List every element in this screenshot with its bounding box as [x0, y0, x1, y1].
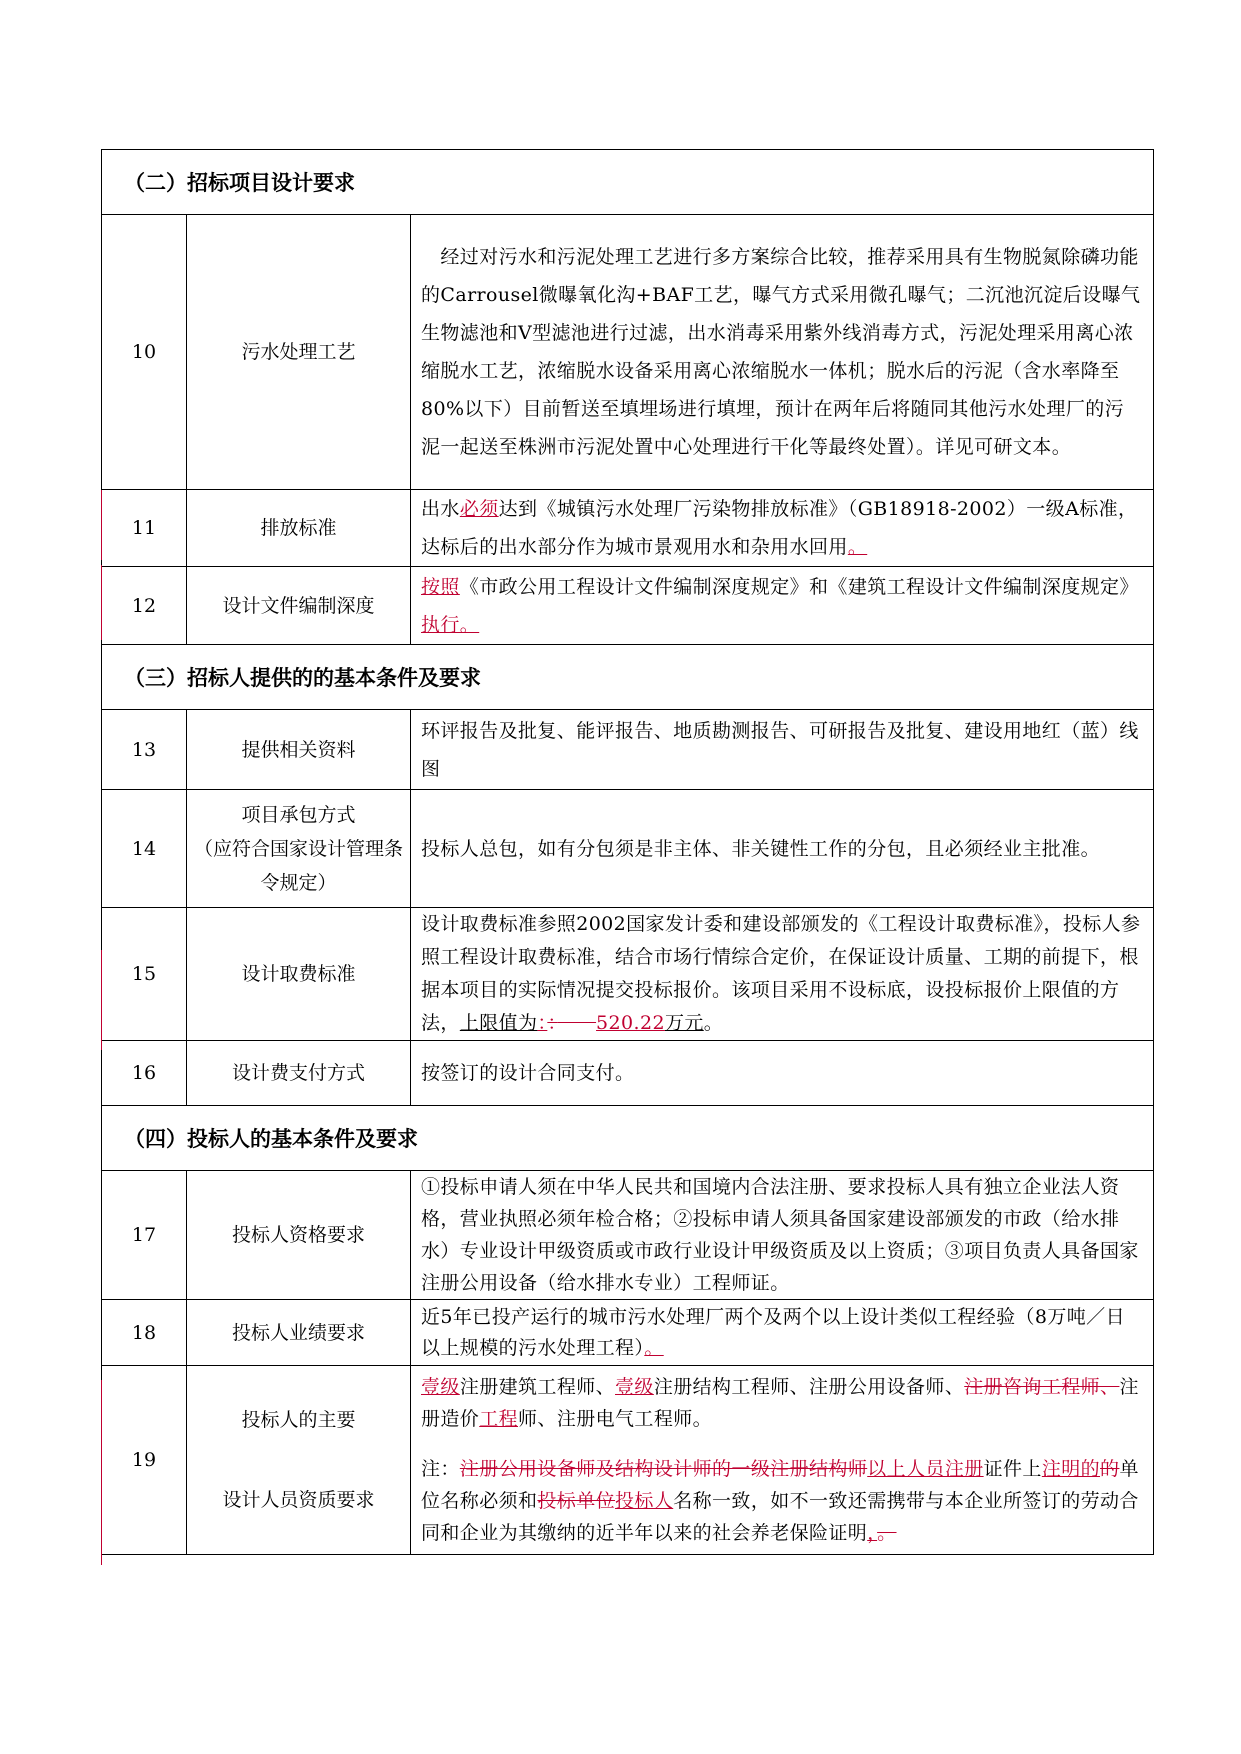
- row-label: 投标人资格要求: [187, 1171, 411, 1300]
- inserted-text: 。: [644, 1336, 664, 1359]
- row-content: ①投标申请人须在中华人民共和国境内合法注册、要求投标人具有独立企业法人资格，营业执照必须年检合格；②投标申请人须具备国家建设部颁发的市政（给水排水）专业设计甲级资质或市政行业设计甲级资质及以上资质；③项目负责人具备国家注册公用设备（给水排水专业）工程师证。: [411, 1171, 1154, 1300]
- section-header-2: [102, 150, 1154, 215]
- text-run: 注册造价: [421, 1376, 1139, 1430]
- row-number: 12: [102, 567, 187, 645]
- text-run: 证件上: [983, 1458, 1042, 1480]
- table-row-17: [102, 1171, 1154, 1300]
- row-number: 13: [102, 710, 187, 790]
- text-run: 达到《城镇污水处理厂污染物排放标准》（GB18918-2002）一级A标准，达标后的出水部分作为城市景观用水和杂用水回用: [421, 498, 1138, 558]
- qualification-note: [421, 1453, 1143, 1549]
- row-content: 投标人总包，如有分包须是非主体、非关键性工作的分包，且必须经业主批准。: [411, 790, 1154, 908]
- inserted-text: 以上人员注册: [867, 1458, 984, 1480]
- row-label: [187, 790, 411, 908]
- deleted-text: [557, 1012, 596, 1034]
- revision-bar: [101, 490, 102, 560]
- text-run: 出水: [421, 498, 460, 520]
- row-label: 污水处理工艺: [187, 215, 411, 490]
- table-row-10: [102, 215, 1154, 490]
- row-number: 17: [102, 1171, 187, 1300]
- inserted-text: 注明的: [1041, 1458, 1101, 1480]
- row-label: 设计费支付方式: [187, 1041, 411, 1106]
- row-label-line: 项目承包方式: [241, 803, 356, 826]
- text-run: 设计取费标准参照2002国家发计委和建设部颁发的《工程设计取费标准》，投标人参照工程设计取费标准，结合市场行情综合定价，在保证设计质量、工期的前提下，根据本项目的实际情况提交投标报价。该项目采用不设标底，设投标报价上限值的方法，: [421, 913, 1141, 1034]
- row-content: [411, 567, 1154, 645]
- section-header-3: [102, 645, 1154, 710]
- inserted-text: ：: [537, 1012, 548, 1034]
- inserted-text: 按照: [421, 575, 460, 598]
- table-row-11: [102, 490, 1154, 567]
- row-content: [411, 1300, 1154, 1366]
- deleted-text: ：: [547, 1012, 558, 1034]
- row-content: [411, 908, 1154, 1041]
- text-run: 注：: [421, 1458, 460, 1480]
- row-content: 经过对污水和污泥处理工艺进行多方案综合比较，推荐采用具有生物脱氮除磷功能的Carrousel微曝氧化沟+BAF工艺，曝气方式采用微孔曝气；二沉池沉淀后设曝气生物滤池和V型滤池进行过滤，出水消毒采用紫外线消毒方式，污泥处理采用离心浓缩脱水工艺，浓缩脱水设备采用离心浓缩脱水一体机；脱水后的污泥（含水率降至80%以下）目前暂送至填埋场进行填埋，预计在两年后将随同其他污水处理厂的污泥一起送至株洲市污泥处置中心处理进行干化等最终处置）。详见可研文本。: [411, 215, 1154, 490]
- table-row-16: [102, 1041, 1154, 1106]
- inserted-text: 壹级: [615, 1376, 654, 1398]
- row-label-line: 投标人的主要: [241, 1409, 356, 1431]
- inserted-text: 必须: [459, 498, 499, 520]
- revision-bar: [101, 565, 102, 640]
- row-number: 10: [102, 215, 187, 490]
- table-row-12: [102, 567, 1154, 645]
- section-title: （四）投标人的基本条件及要求: [102, 1106, 1154, 1171]
- inserted-text: 520.22: [596, 1012, 665, 1034]
- row-label-line: 设计人员资质要求: [222, 1489, 375, 1511]
- table-row-18: [102, 1300, 1154, 1366]
- revision-bar: [101, 1380, 102, 1565]
- text-run: 单位名称必须和: [421, 1458, 1139, 1512]
- underlined-text: 万元: [664, 1012, 704, 1034]
- row-label-note: （应符合国家设计管理条令规定）: [193, 837, 403, 894]
- row-label: 设计文件编制深度: [187, 567, 411, 645]
- table-row-13: [102, 710, 1154, 790]
- section-header-4: [102, 1106, 1154, 1171]
- inserted-text: 工程: [479, 1408, 519, 1430]
- row-label: 提供相关资料: [187, 710, 411, 790]
- row-number: 19: [102, 1366, 187, 1555]
- text-run: 注册建筑工程师、: [459, 1376, 616, 1398]
- section-title: （三）招标人提供的的基本条件及要求: [102, 645, 1154, 710]
- row-content: [411, 490, 1154, 567]
- text-run: 。: [703, 1012, 724, 1034]
- text-run: 注册结构工程师、注册公用设备师、: [653, 1376, 965, 1398]
- row-label: 排放标准: [187, 490, 411, 567]
- deleted-text: 的: [1100, 1458, 1120, 1480]
- inserted-text: 。: [847, 536, 868, 558]
- row-number: 11: [102, 490, 187, 567]
- row-label: 投标人业绩要求: [187, 1300, 411, 1366]
- deleted-text: 投标单位: [537, 1490, 616, 1512]
- inserted-text: 壹级: [421, 1376, 460, 1398]
- section-title: （二）招标项目设计要求: [102, 150, 1154, 215]
- row-content: 按签订的设计合同支付。: [411, 1041, 1154, 1106]
- row-number: 15: [102, 908, 187, 1041]
- table-row-14: [102, 790, 1154, 908]
- inserted-text: ，: [867, 1522, 878, 1544]
- deleted-text: 注册咨询工程师、: [964, 1376, 1120, 1398]
- inserted-text: 投标人: [615, 1490, 674, 1512]
- row-label: 设计取费标准: [187, 908, 411, 1041]
- row-content: 环评报告及批复、能评报告、地质勘测报告、可研报告及批复、建设用地红（蓝）线图: [411, 710, 1154, 790]
- revision-bar: [101, 950, 102, 1050]
- row-content: [411, 1366, 1154, 1555]
- row-number: 18: [102, 1300, 187, 1366]
- text-run: 师、注册电气工程师。: [518, 1408, 713, 1430]
- row-label: [187, 1366, 411, 1555]
- deleted-text: 。: [877, 1522, 897, 1544]
- row-number: 16: [102, 1041, 187, 1106]
- underlined-text: 上限值为: [459, 1012, 538, 1034]
- table-row-15: [102, 908, 1154, 1041]
- inserted-text: 执行。: [421, 613, 480, 636]
- text-run: 名称一致，如不一致还需携带与本企业所签订的劳动合同和企业为其缴纳的近半年以来的社会养老保险证明: [421, 1490, 1139, 1544]
- requirements-table: [101, 149, 1154, 1555]
- qualification-list: [421, 1371, 1143, 1435]
- row-number: 14: [102, 790, 187, 908]
- text-run: 《市政公用工程设计文件编制深度规定》和《建筑工程设计文件编制深度规定》: [459, 575, 1139, 598]
- deleted-text: 注册公用设备师及结构设计师的一级注册结构师: [459, 1458, 868, 1480]
- table-row-19: [102, 1366, 1154, 1555]
- text-run: 近5年已投产运行的城市污水处理厂两个及两个以上设计类似工程经验（8万吨／日以上规模的污水处理工程）: [421, 1305, 1125, 1359]
